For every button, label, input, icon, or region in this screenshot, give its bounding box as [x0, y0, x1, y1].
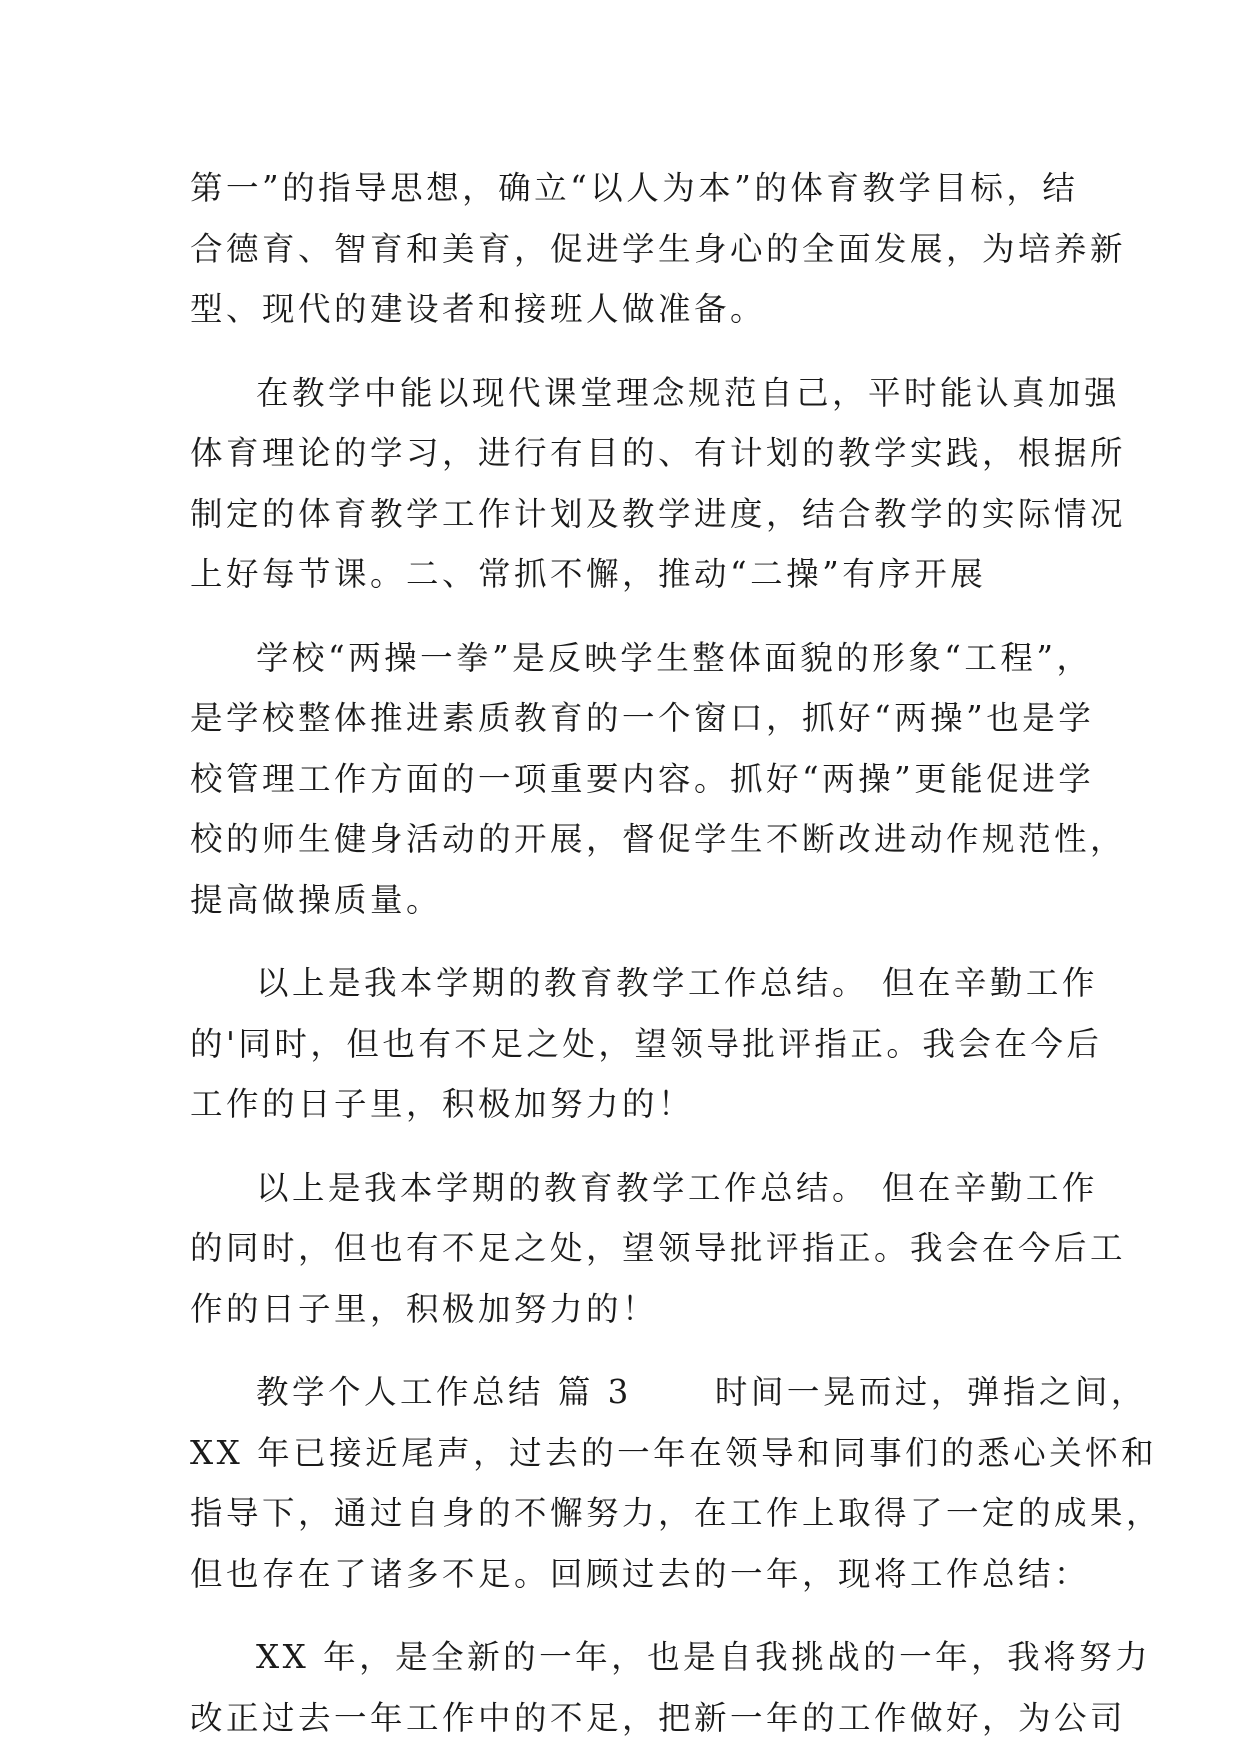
- text-line: XX 年，是全新的一年，也是自我挑战的一年，我将努力: [256, 1638, 1152, 1676]
- paragraph-gap: [190, 340, 1070, 363]
- text-line: 以上是我本学期的教育教学工作总结。 但在辛勤工作: [256, 964, 1098, 1002]
- text-line: 以上是我本学期的教育教学工作总结。 但在辛勤工作: [256, 1168, 1098, 1207]
- paragraph: [190, 158, 1127, 340]
- paragraph: [190, 1362, 1163, 1604]
- text-line: 是学校整体推进素质教育的一个窗口，抓好“两操”也是学: [190, 699, 1095, 737]
- text-line: 体育理论的学习，进行有目的、有计划的教学实践，根据所: [190, 434, 1127, 472]
- text-line: 型、现代的建设者和接班人做准备。: [190, 290, 767, 328]
- paragraph-gap: [190, 605, 1070, 628]
- paragraph: [190, 363, 1127, 605]
- text-line: 提高做操质量。: [190, 880, 443, 919]
- text-line: 上好每节课。二、常抓不懈，推动“二操”有序开展: [190, 555, 987, 593]
- paragraph: [190, 1158, 1127, 1340]
- text-line: 第一”的指导思想，确立“以人为本”的体育教学目标，结: [190, 169, 1079, 207]
- paragraph-gap: [190, 1604, 1070, 1627]
- paragraph: [190, 953, 1103, 1135]
- text-line: 合德育、智育和美育，促进学生身心的全面发展，为培养新: [190, 229, 1127, 268]
- text-line: 的同时，但也有不足之处，望领导批评指正。我会在今后工: [190, 1229, 1127, 1267]
- paragraph: [190, 1627, 1152, 1748]
- text-line: 校的师生健身活动的开展，督促学生不断改进动作规范性，: [190, 820, 1127, 858]
- text-line: 工作的日子里，积极加努力的！: [190, 1085, 695, 1123]
- text-line: 的'同时，但也有不足之处，望领导批评指正。我会在今后: [190, 1024, 1103, 1063]
- paragraph-gap: [190, 1339, 1070, 1362]
- text-line: 制定的体育教学工作计划及教学进度，结合教学的实际情况: [190, 494, 1127, 533]
- document-body: [190, 158, 1163, 1748]
- text-line: 学校“两操一拳”是反映学生整体面貌的形象“工程”，: [256, 638, 1093, 677]
- text-line: 作的日子里，积极加努力的！: [190, 1289, 659, 1328]
- paragraph: [190, 628, 1127, 931]
- text-line: 指导下，通过自身的不懈努力，在工作上取得了一定的成果，: [190, 1494, 1163, 1532]
- paragraph-gap: [190, 1135, 1070, 1158]
- text-line: XX 年已接近尾声，过去的一年在领导和同事们的悉心关怀和: [190, 1433, 1158, 1472]
- text-line: 改正过去一年工作中的不足，把新一年的工作做好，为公司: [190, 1698, 1127, 1737]
- text-line: 教学个人工作总结 篇 3 时间一晃而过，弹指之间，: [256, 1373, 1147, 1411]
- text-line: 但也存在了诸多不足。回顾过去的一年，现将工作总结：: [190, 1554, 1091, 1593]
- text-line: 校管理工作方面的一项重要内容。抓好“两操”更能促进学: [190, 759, 1095, 798]
- text-line: 在教学中能以现代课堂理念规范自己，平时能认真加强: [256, 373, 1121, 412]
- paragraph-gap: [190, 930, 1070, 953]
